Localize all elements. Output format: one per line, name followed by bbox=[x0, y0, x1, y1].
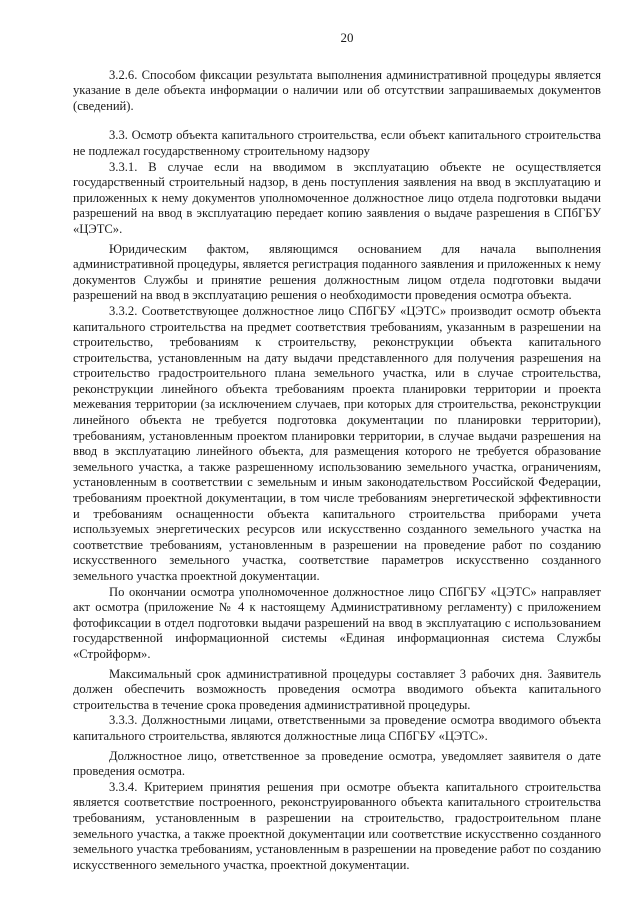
paragraph-notification: Должностное лицо, ответственное за проведение осмотра, уведомляет заявителя о дате проведения осмотра. bbox=[73, 748, 601, 779]
page-number: 20 bbox=[340, 30, 354, 45]
paragraph-max-term: Максимальный срок административной процедуры составляет 3 рабочих дня. Заявитель должен обеспечить возможность проведения осмотра вводимого объекта капитального строительства в течение срока проведения административной процедуры. bbox=[73, 666, 601, 712]
paragraph-3-3-1: 3.3.1. В случае если на вводимом в эксплуатацию объекте не осуществляется государственный строительный надзор, в день поступления заявления на ввод в эксплуатацию и приложенных к нему документов уполномоченное должностное лицо отдела подготовки выдачи разрешений на ввод в эксплуатацию передает копию заявления о выдаче разрешения в СПбГБУ «ЦЭТС». bbox=[73, 159, 601, 236]
paragraph-inspection-act: По окончании осмотра уполномоченное должностное лицо СПбГБУ «ЦЭТС» направляет акт осмотра (приложение № 4 к настоящему Административному регламенту) с приложением фотофиксации в отдел подготовки выдачи разрешений на ввод в эксплуатацию с использованием государственной информационной системы «Единая информационная система Службы «Стройформ». bbox=[73, 584, 601, 661]
document-page bbox=[73, 30, 601, 873]
paragraph-3-3-2: 3.3.2. Соответствующее должностное лицо СПбГБУ «ЦЭТС» производит осмотр объекта капитального строительства на предмет соответствия требованиям, указанным в разрешении на строительство, требованиям к строительству, реконструкции объекта капитального строительства, установленным на дату выдачи представленного для получения разрешения на строительство градостроительного плана земельного участка, или в случае строительства, реконструкции линейного объекта требованиям проекта планировки территории и проекта межевания территории (за исключением случаев, при которых для строительства, реконструкции линейного объекта не требуется подготовка документации по планировки территории), требованиям, установленным проектом планировки территории, в случае выдачи разрешения на ввод в эксплуатацию линейного объекта, для размещения которого не требуется образование земельного участка, а также разрешенному использованию земельного участка, ограничениям, установленным в соответствии с земельным и иным законодательством Российской Федерации, требованиям проектной документации, в том числе требованиям энергетической эффективности и требованиям оснащенности объекта капитального строительства приборами учета используемых энергетических ресурсов или искусственно созданного земельного участка на соответствие требованиям, установленным в разрешении на проведение работ по созданию искусственного земельного участка, соответствие параметров искусственно созданного земельного участка проектной документации. bbox=[73, 303, 601, 583]
paragraph-3-3-4: 3.3.4. Критерием принятия решения при осмотре объекта капитального строительства является соответствие построенного, реконструированного объекта капитального строительства требованиям, установленным в разрешении на строительство, градостроительном плане земельного участка, а также проектной документации или соответствие искусственно созданного земельного участка требованиям, установленным в разрешении на проведение работ по созданию искусственного земельного участка, проектной документации. bbox=[73, 779, 601, 872]
paragraph-3-3-3: 3.3.3. Должностными лицами, ответственными за проведение осмотра вводимого объекта капитального строительства, являются должностные лица СПбГБУ «ЦЭТС». bbox=[73, 713, 601, 743]
paragraph-3-2-6: 3.2.6. Способом фиксации результата выполнения административной процедуры является указание в деле объекта информации о наличии или об отсутствии запрашиваемых документов (сведений). bbox=[73, 67, 601, 113]
paragraph-legal-fact: Юридическим фактом, являющимся основанием для начала выполнения административной процедуры, является регистрация поданного заявления и приложенных к нему документов Службы и принятие решения должностным лицом отдела подготовки выдачи разрешений на ввод в эксплуатацию решения о необходимости проведения осмотра объекта. bbox=[73, 241, 601, 303]
section-heading-3-3: 3.3. Осмотр объекта капитального строительства, если объект капитального строительства не подлежал государственному строительному надзору bbox=[73, 128, 601, 158]
